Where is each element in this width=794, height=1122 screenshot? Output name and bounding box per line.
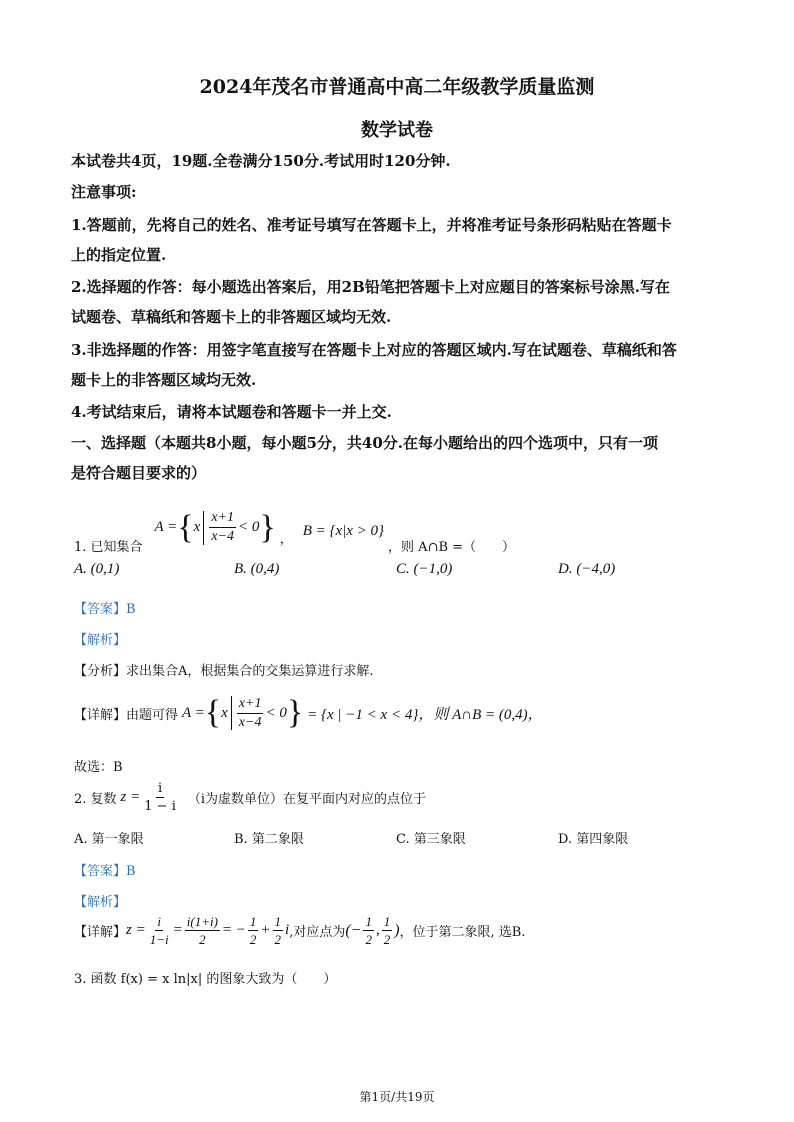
- q1-setA-lhs: A =: [154, 519, 178, 535]
- q1-var: x: [193, 519, 201, 535]
- notice-heading: 注意事项:: [71, 183, 137, 201]
- q2-option-d: D. 第四象限: [558, 832, 629, 847]
- notice-2a: 2.选择题的作答：每小题选出答案后，用2B铅笔把答题卡上对应题目的答案标号涂黑.写在: [71, 278, 671, 296]
- q1-right-brace: }: [259, 508, 276, 546]
- q1-condition: < 0: [237, 519, 260, 535]
- notice-3b: 题卡上的非答题区域均无效.: [71, 371, 257, 389]
- section-heading-2: 是符合题目要求的）: [71, 464, 207, 482]
- q1-numerator: x+1: [209, 511, 236, 528]
- page-title: 2024年茂名市普通高中高二年级教学质量监测: [199, 76, 595, 98]
- q2-option-a: A. 第一象限: [74, 832, 144, 847]
- q1-denominator: x−4: [211, 529, 234, 544]
- q1-prefix: 1. 已知集合: [74, 540, 143, 555]
- q1-option-c: C. (−1,0): [396, 561, 453, 577]
- question-1: 1. 已知集合 A = { x $\frac{x+1}{x-4}$ < 0 } ， B = {x|x > 0} ，则 A∩B =（ ）: [74, 508, 516, 555]
- q2-option-c: C. 第三象限: [396, 832, 466, 847]
- q2-detail-prefix: 【详解】: [74, 925, 127, 940]
- q1-setB: B = {x|x > 0}: [302, 523, 385, 539]
- q1-tail: ，则 A∩B =（ ）: [388, 540, 516, 555]
- q2-point-text: ,对应点为: [289, 925, 346, 940]
- q1-option-b: B. (0,4): [234, 561, 280, 577]
- notice-4: 4.考试结束后，请将本试题卷和答题卡一并上交.: [71, 403, 392, 421]
- q1-detail-fraction: $\frac{x+1}{x-4}$: [238, 695, 262, 730]
- page-number: 第1页/共19页: [359, 1090, 435, 1104]
- notice-1a: 1.答题前，先将自己的姓名、准考证号填写在答题卡上，并将准考证号条形码粘贴在答题卡: [71, 216, 672, 234]
- q2-prefix: 2. 复数: [74, 792, 117, 807]
- q2-denominator: 1 − i: [144, 799, 176, 814]
- question-2: [74, 782, 426, 813]
- q1-fraction: [209, 511, 236, 544]
- q2-detail: 【详解】 z = $\frac{i}{1-i}$ = $\frac{i(1+i)}{2}$ = − $\frac{1}{2}$ + $\frac{1}{2}$ i ,对应点为 (− $\frac{1}{2}$ , $\frac{1}{2}$ ) ，位于第二象限, 选B.: [74, 914, 526, 947]
- q1-analysis-tag: 【解析】: [74, 633, 127, 648]
- q2-answer: 【答案】B: [74, 864, 136, 879]
- q1-fenxi: 【分析】求出集合A，根据集合的交集运算进行求解.: [74, 664, 374, 679]
- q2-z: z =: [120, 789, 141, 805]
- notice-3a: 3.非选择题的作答：用签字笔直接写在答题卡上对应的答题区域内.写在试题卷、草稿纸和答: [71, 341, 677, 359]
- q1-divider: [203, 511, 204, 545]
- q2-fraction: [142, 782, 178, 813]
- q2-numerator: i: [157, 781, 163, 796]
- q1-detail-prefix: 【详解】由题可得: [74, 707, 179, 723]
- q2-detail-tail: ，位于第二象限, 选B.: [399, 925, 526, 940]
- q1-detail: 【详解】由题可得 A = { x $\frac{x+1}{x-4}$ < 0 } = {x | −1 < x < 4}，则 A∩B = (0,4)，: [74, 694, 543, 731]
- q1-detail-rhs: = {x | −1 < x < 4}，则 A∩B = (0,4)，: [307, 706, 543, 723]
- q1-choose: 故选：B: [74, 760, 123, 775]
- question-3: 3. 函数 f(x) = x ln|x| 的图象大致为（ ）: [74, 972, 337, 987]
- q1-answer: 【答案】B: [74, 602, 136, 617]
- section-heading-1: 一、选择题（本题共8小题，每小题5分，共40分.在每小题给出的四个选项中，只有一项: [71, 434, 658, 452]
- notice-2b: 试题卷、草稿纸和答题卡上的非答题区域均无效.: [71, 308, 392, 326]
- q2-tail: （i为虚数单位）在复平面内对应的点位于: [187, 792, 427, 807]
- exam-info: 本试卷共4页，19题.全卷满分150分.考试用时120分钟.: [71, 152, 451, 170]
- q1-option-d: D. (−4,0): [558, 561, 616, 577]
- page-subtitle: 数学试卷: [361, 120, 433, 141]
- q1-option-a: A. (0,1): [74, 561, 120, 577]
- notice-1b: 上的指定位置.: [71, 246, 167, 264]
- q2-option-b: B. 第二象限: [234, 832, 304, 847]
- q2-analysis-tag: 【解析】: [74, 895, 127, 910]
- q1-left-brace: {: [177, 508, 194, 546]
